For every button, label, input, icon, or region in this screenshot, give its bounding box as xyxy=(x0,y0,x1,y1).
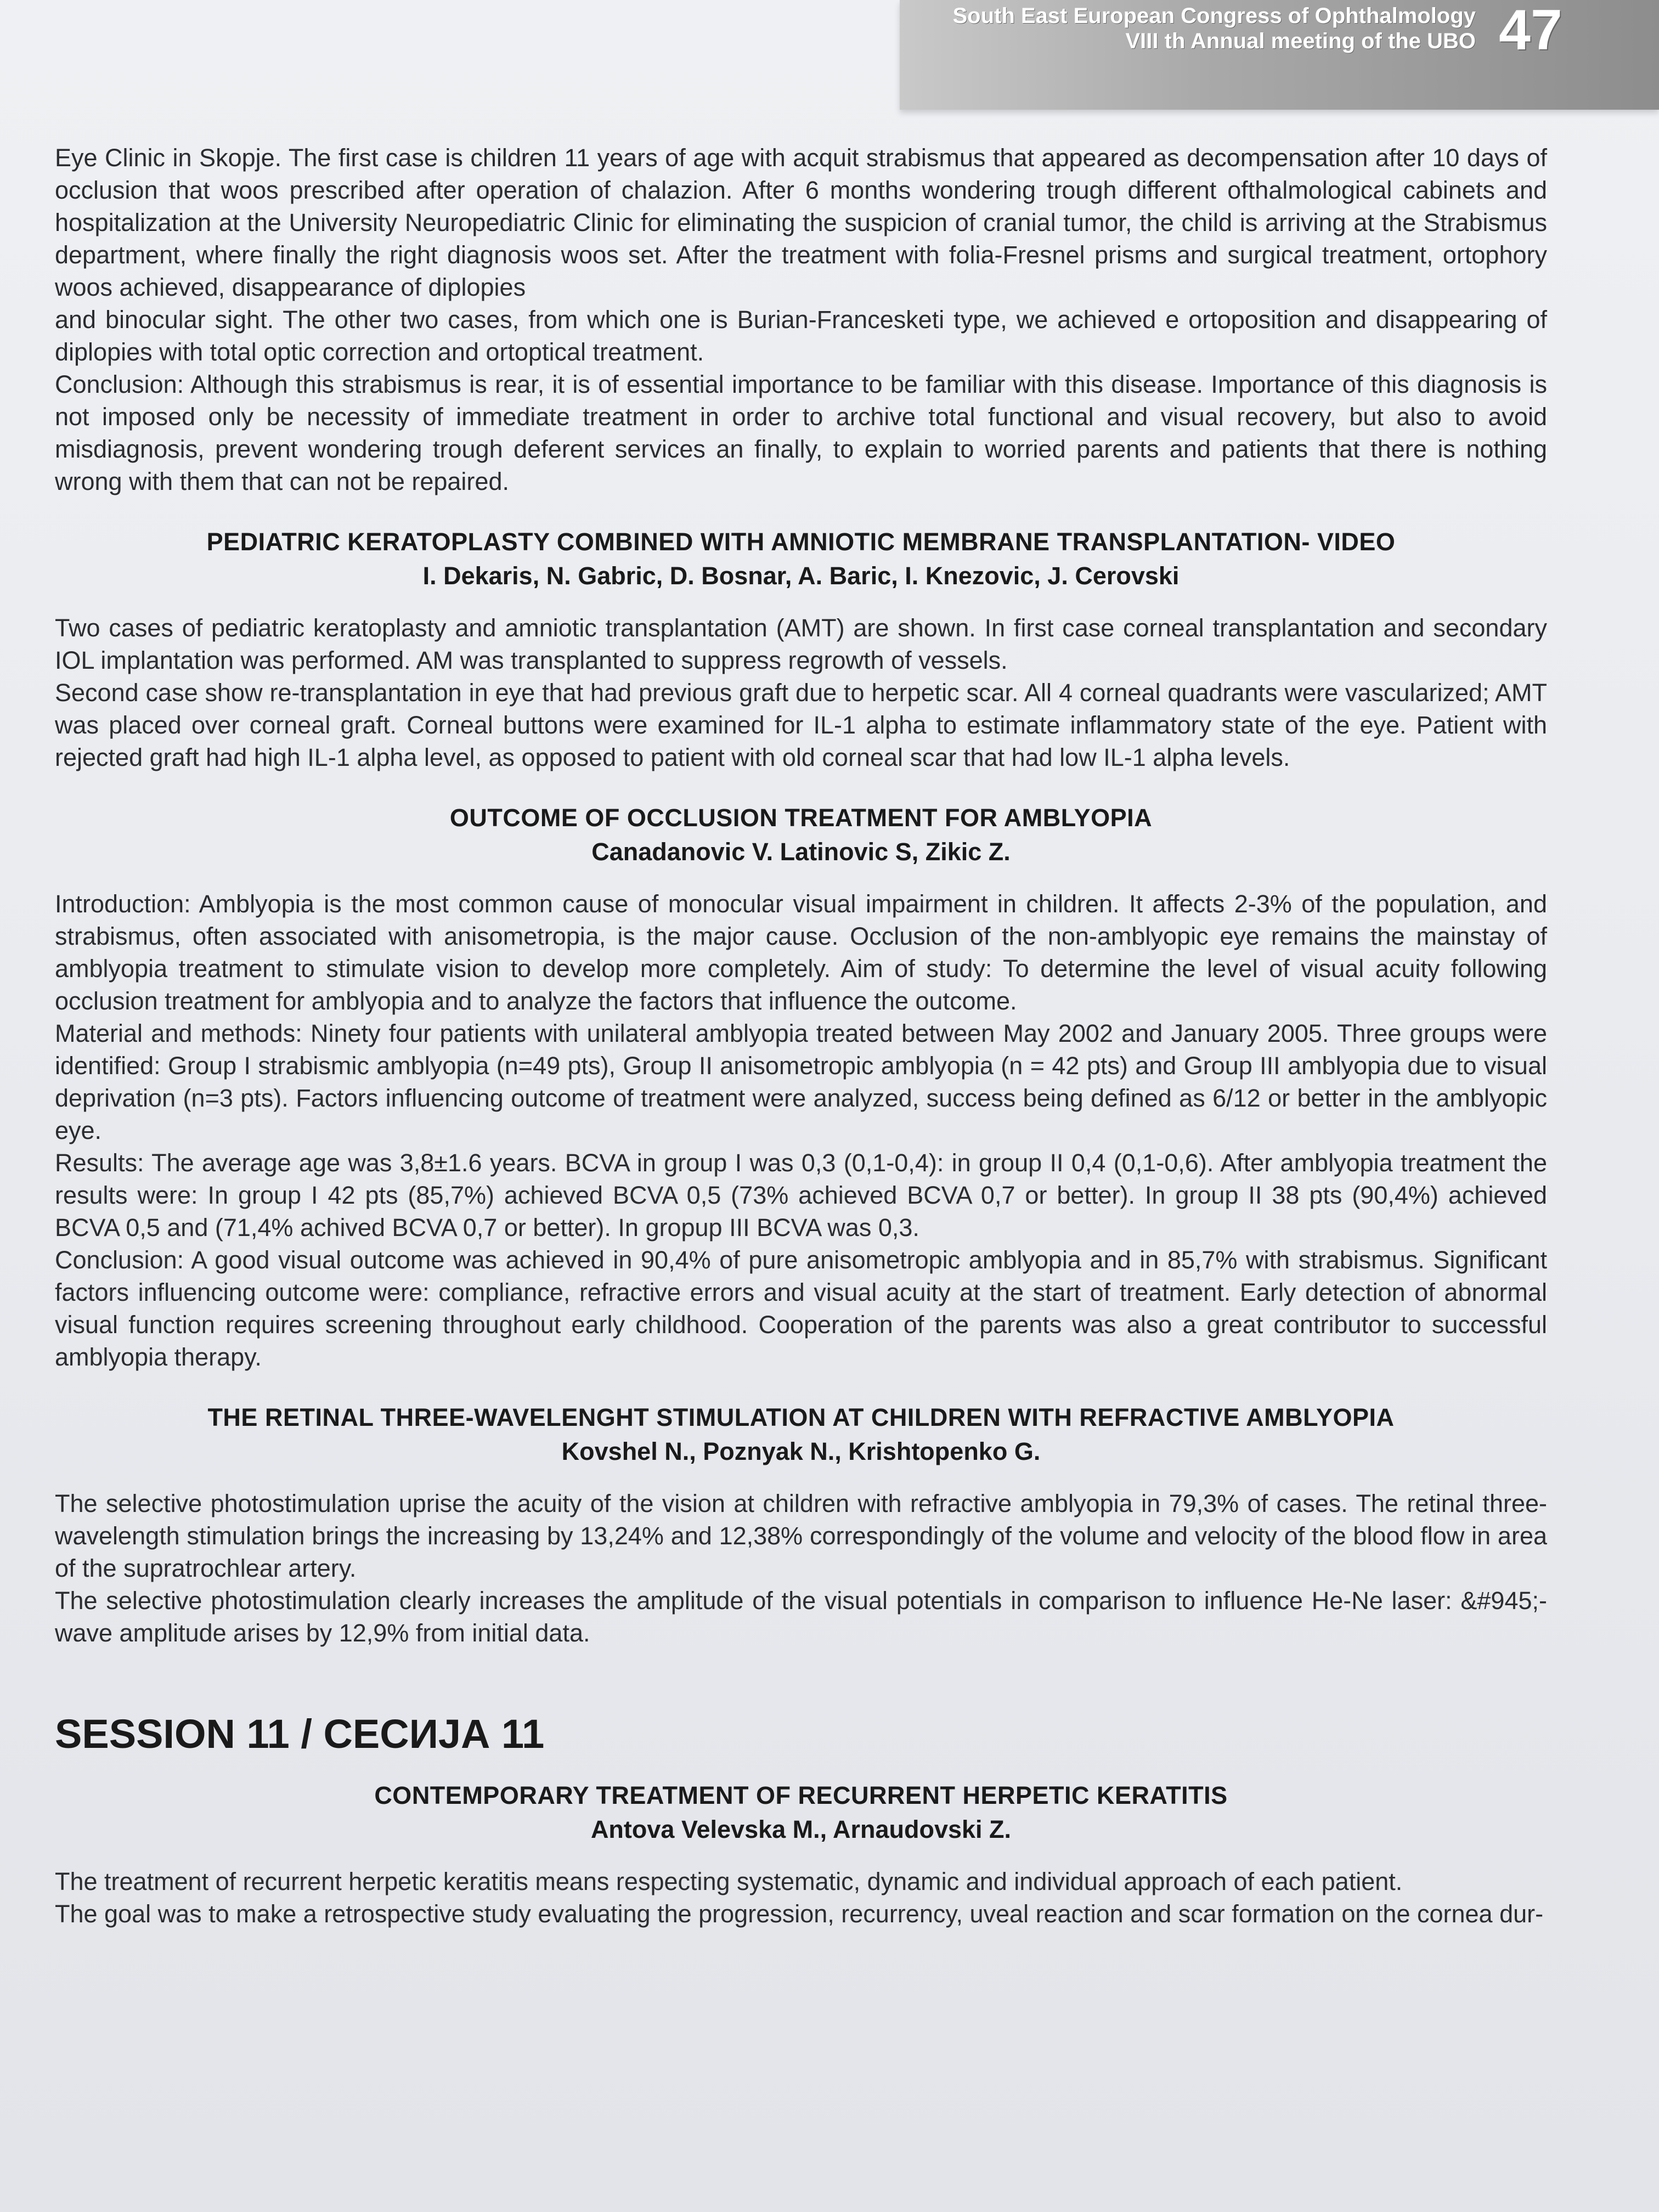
article-title: PEDIATRIC KERATOPLASTY COMBINED WITH AMNIOTIC MEMBRANE TRANSPLANTATION- VIDEO xyxy=(206,528,1396,556)
meeting-name: VIII th Annual meeting of the UBO xyxy=(1125,29,1476,53)
abstract-paragraph: Eye Clinic in Skopje. The first case is children 11 years of age with acquit strabismus that appeared as decompensation after 10 days of occlusion that woos prescribed after operation of chalazion. After 6 months wondering trough different ofthalmological cabinets and hospitalization at the University Neuropediatric Clinic for eliminating the suspicion of cranial tumor, the child is arriving at the Strabismus department, where finally the right diagnosis woos set. After the treatment with folia-Fresnel prisms and surgical treatment, ortophory woos achieved, disappearance of diplopies xyxy=(55,144,1547,301)
abstract-paragraph: Conclusion: Although this strabismus is rear, it is of essential importance to be familiar with this disease. Importance of this diagnosis is not imposed only be necessity of immediate treatment in order to archive total functional and visual recovery, but also to avoid misdiagnosis, prevent wondering trough deferent services an finally, to explain to worried parents and patients that there is nothing wrong with them that can not be repaired. xyxy=(55,370,1547,495)
abstract-paragraph: Second case show re-transplantation in eye that had previous graft due to herpetic scar. All 4 corneal quadrants were vascularized; AMT was placed over corneal graft. Corneal buttons were examined for IL-1 alpha to estimate inflammatory state of the eye. Patient with rejected graft had high IL-1 alpha level, as opposed to patient with old corneal scar that had low IL-1 alpha levels. xyxy=(55,679,1547,771)
continued-abstract xyxy=(55,142,1547,498)
abstract-paragraph: Two cases of pediatric keratoplasty and amniotic transplantation (AMT) are shown. In first case corneal transplantation and secondary IOL implantation was performed. AM was transplanted to suppress regrowth of vessels. xyxy=(55,614,1547,674)
session-heading: SESSION 11 / СЕСИЈА 11 xyxy=(55,1711,545,1757)
article-authors: Kovshel N., Poznyak N., Krishtopenko G. xyxy=(561,1437,1041,1465)
congress-name: South East European Congress of Ophthalmology xyxy=(952,4,1476,28)
abstract-paragraph: Introduction: Amblyopia is the most common cause of monocular visual impairment in children. It affects 2-3% of the population, and strabismus, often associated with anisometropia, is the major cause. Occlusion of the non-amblyopic eye remains the mainstay of amblyopia treatment to stimulate vision to develop more completely. Aim of study: To determine the level of visual acuity following occlusion treatment for amblyopia and to analyze the factors that influence the outcome. xyxy=(55,890,1547,1015)
article-title: OUTCOME OF OCCLUSION TREATMENT FOR AMBLYOPIA xyxy=(449,804,1153,832)
abstract-paragraph: The selective photostimulation uprise the acuity of the vision at children with refractive amblyopia in 79,3% of cases. The retinal three-wavelength stimulation brings the increasing by 13,24% and 12,38% correspondingly of the volume and velocity of the blood flow in area of the supratrochlear artery. xyxy=(55,1489,1547,1582)
session-11 xyxy=(55,1709,1547,1930)
article-title: THE RETINAL THREE-WAVELENGHT STIMULATION AT CHILDREN WITH REFRACTIVE AMBLYOPIA xyxy=(207,1403,1395,1431)
page-content xyxy=(55,142,1547,1930)
article-title: CONTEMPORARY TREATMENT OF RECURRENT HERPETIC KERATITIS xyxy=(374,1781,1228,1809)
article-authors: I. Dekaris, N. Gabric, D. Bosnar, A. Baric, I. Knezovic, J. Cerovski xyxy=(422,562,1180,590)
abstract-paragraph: The treatment of recurrent herpetic keratitis means respecting systematic, dynamic and individual approach of each patient. xyxy=(55,1867,1403,1895)
abstract-paragraph: The goal was to make a retrospective study evaluating the progression, recurrency, uveal reaction and scar formation on the cornea dur- xyxy=(55,1900,1544,1928)
abstract-paragraph: Conclusion: A good visual outcome was achieved in 90,4% of pure anisometropic amblyopia and in 85,7% with strabismus. Significant factors influencing outcome were: compliance, refractive errors and visual acuity at the start of treatment. Early detection of abnormal visual function requires screening throughout early childhood. Cooperation of the parents was also a great contributor to successful amblyopia therapy. xyxy=(55,1246,1547,1371)
abstract-paragraph: Material and methods: Ninety four patients with unilateral amblyopia treated between May 2002 and January 2005. Three groups were identified: Group I strabismic amblyopia (n=49 pts), Group II anisometropic amblyopia (n = 42 pts) and Group III amblyopia due to visual deprivation (n=3 pts). Factors influencing outcome of treatment were analyzed, success being defined as 6/12 or better in the amblyopic eye. xyxy=(55,1019,1547,1144)
abstract-paragraph: and binocular sight. The other two cases, from which one is Burian-Francesketi type, we achieved e ortoposition and disappearing of diplopies with total optic correction and ortoptical treatment. xyxy=(55,306,1547,366)
article-authors: Canadanovic V. Latinovic S, Zikic Z. xyxy=(591,838,1011,866)
article-authors: Antova Velevska M., Arnaudovski Z. xyxy=(590,1815,1012,1843)
article-occlusion xyxy=(55,801,1547,1373)
abstract-paragraph: Results: The average age was 3,8±1.6 years. BCVA in group I was 0,3 (0,1-0,4): in group II 0,4 (0,1-0,6). After amblyopia treatment the results were: In group I 42 pts (85,7%) achieved BCVA 0,5 (73% achieved BCVA 0,7 or better). In group II 38 pts (90,4%) achieved BCVA 0,5 and (71,4% achived BCVA 0,7 or better). In gropup III BCVA was 0,3. xyxy=(55,1149,1547,1242)
article-retinal-stimulation xyxy=(55,1401,1547,1649)
page-number: 47 xyxy=(1499,0,1562,62)
article-keratoplasty xyxy=(55,525,1547,774)
running-header-text xyxy=(927,3,1476,54)
abstract-paragraph: The selective photostimulation clearly increases the amplitude of the visual potentials in comparison to influence He-Ne laser: &#945;-wave amplitude arises by 12,9% from initial data. xyxy=(55,1587,1547,1647)
